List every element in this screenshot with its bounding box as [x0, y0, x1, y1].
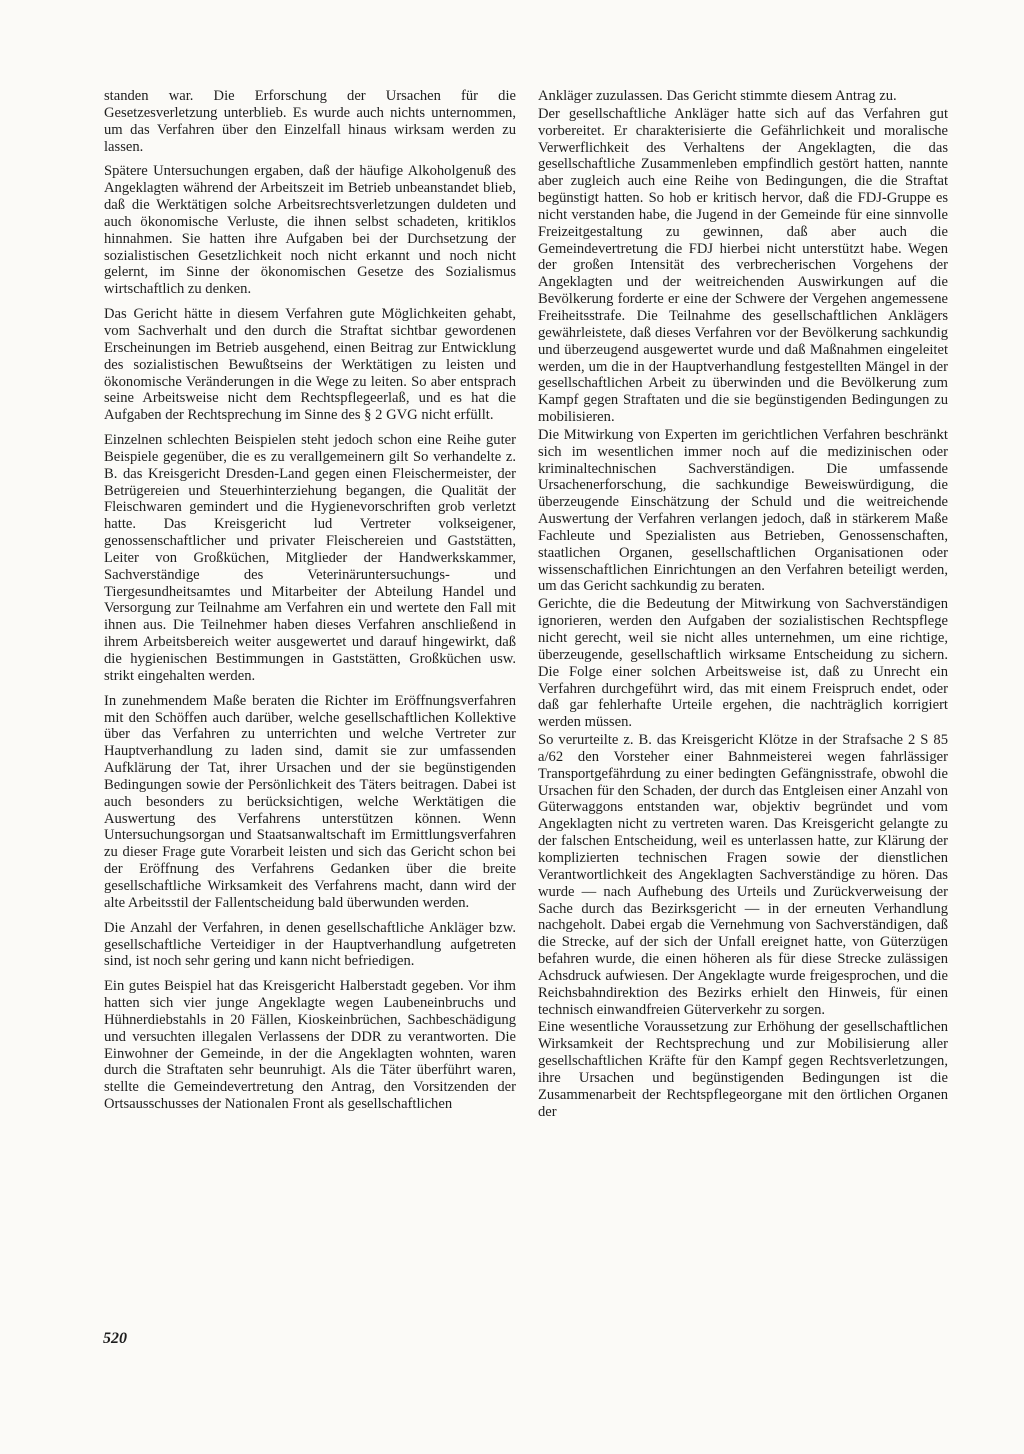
- paragraph: Die Mitwirkung von Experten im gerichtlichen Verfahren beschränkt sich im wesentlichen immer noch auf die medizinischen oder kriminaltechnischen Sachverständigen. Die umfassende Ursachenerforschung, die sachkundige Beweiswürdigung, die überzeugende Einschätzung der Schuld und die weitreichende Auswertung der Verfahren verlangen jedoch, daß in stärkerem Maße Fachleute und Spezialisten aus Betrieben, Genossenschaften, staatlichen Organen, gesellschaftlichen Organisationen oder wissenschaftlichen Einrichtungen an den Verfahren beteiligt werden, um das Gericht sachkundig zu beraten.: [538, 426, 948, 595]
- paragraph: Ankläger zuzulassen. Das Gericht stimmte diesem Antrag zu.: [538, 88, 897, 104]
- paragraph: So verurteilte z. B. das Kreisgericht Klötze in der Strafsache 2 S 85 a/62 den Vorsteher einer Bahnmeisterei wegen fahrlässiger Transportgefährdung zu einer bedingten Gefängnisstrafe, obwohl die Ursachen für den Schaden, der durch das Entgleisen einer Anzahl von Güterwaggons entstanden war, objektiv begründet und vom Angeklagten nicht zu vertreten waren. Das Kreisgericht gelangte zu der falschen Entscheidung, weil es unterlassen hatte, zur Klärung der komplizierten technischen Fragen sowie der dienstlichen Verantwortlichkeit des Angeklagten Sachverständige zu hören. Das wurde — nach Aufhebung des Urteils und Zurückverweisung der Sache durch das Bezirksgericht — in der erneuten Verhandlung nachgeholt. Dabei ergab die Vernehmung von Sachverständigen, daß die Strecke, auf der sich der Unfall ereignet hatte, von Güterzügen befahren wurde, die einen höheren als für diese Strecke zulässigen Achsdruck aufwiesen. Der Angeklagte wurde freigesprochen, und die Reichsbahndirektion des Bezirks erhielt den Hinweis, für einen technisch einwandfreien Güterverkehr zu sorgen.: [538, 732, 948, 1018]
- paragraph: Ein gutes Beispiel hat das Kreisgericht Halberstadt gegeben. Vor ihm hatten sich vier junge Angeklagte wegen Laubeneinbruchs und Hühnerdiebstahls in 20 Fällen, Kioskeinbrüchen, Sachbeschädigung und versuchten illegalen Verlassens der DDR zu verantworten. Die Einwohner der Gemeinde, in der die Angeklagten wohnten, waren durch die Straftaten sehr beunruhigt. Als die Täter überführt waren, stellte die Gemeindevertretung den Antrag, den Vorsitzenden der Ortsausschusses der Nationalen Front als gesellschaftlichen: [104, 978, 516, 1113]
- paragraph: Gerichte, die die Bedeutung der Mitwirkung von Sachverständigen ignorieren, werden den Aufgaben der sozialistischen Rechtspflege nicht gerecht, weil sie nicht alles unternehmen, um eine richtige, überzeugende, gesellschaftlich wirksame Entscheidung zu sichern. Die Folge einer solchen Arbeitsweise ist, daß zu Unrecht ein Verfahren durchgeführt wird, das mit einem Freispruch endet, oder daß gar fehlerhafte Urteile ergehen, die nachträglich korrigiert werden müssen.: [538, 596, 948, 731]
- paragraph: Einzelnen schlechten Beispielen steht jedoch schon eine Reihe guter Beispiele gegenüber, die es zu verallgemeinern gilt So verhandelte z. B. das Kreisgericht Dresden-Land gegen einen Fleischermeister, der Betrügereien und Steuerhinterziehung begangen, die Qualität der Fleischwaren gemindert und die Hygienevorschriften grob verletzt hatte. Das Kreisgericht lud Vertreter volkseigener, genossenschaftlicher und privater Fleischereien und Gaststätten, Leiter von Großküchen, Mitglieder der Handwerkskammer, Sachverständige des Veterinäruntersuchungs- und Tiergesundheitsamtes und Mitarbeiter der Abteilung Handel und Versorgung zur Teilnahme am Verfahren ein und wertete den Fall mit ihnen aus. Die Teilnehmer haben dieses Verfahren anschließend in ihrem Arbeitsbereich weiter ausgewertet und darauf hingewirkt, daß die hygienischen Bestimmungen in Gaststätten, Großküchen usw. strikt eingehalten werden.: [104, 432, 516, 684]
- paragraph: In zunehmendem Maße beraten die Richter im Eröffnungsverfahren mit den Schöffen auch darüber, welche gesellschaftlichen Kollektive über das Verfahren zu unterrichten und welche Vertreter zur Hauptverhandlung zu laden sind, damit sie zur umfassenden Aufklärung der Tat, ihrer Ursachen und der sie begünstigenden Bedingungen sowie der Persönlichkeit des Täters beitragen. Dabei ist auch besonders zu berücksichtigen, welche Werktätigen die Auswertung des Verfahrens unterstützen können. Wenn Untersuchungsorgan und Staatsanwaltschaft im Ermittlungsverfahren zu dieser Frage gute Vorarbeit leisten und sich das Gericht schon bei der Eröffnung des Verfahrens Gedanken über die breite gesellschaftliche Wirksamkeit des Verfahrens macht, dann wird der alte Arbeitsstil der Fallentscheidung bald überwunden werden.: [104, 692, 516, 911]
- paragraph: Spätere Untersuchungen ergaben, daß der häufige Alkoholgenuß des Angeklagten während der Arbeitszeit im Betrieb unbeanstandet blieb, daß die Werktätigen solche Arbeitsrechtsverletzungen duldeten und auch ökonomische Verluste, die ihnen selbst schadeten, kritiklos hinnahmen. Sie hatten ihre Aufgaben bei der Durchsetzung der sozialistischen Gesetzlichkeit noch nicht erkannt und noch nicht gelernt, im Sinne der ökonomischen Gesetze des Sozialismus wirtschaftlich zu denken.: [104, 163, 516, 298]
- left-column: [104, 88, 516, 1121]
- paragraph: Der gesellschaftliche Ankläger hatte sich auf das Verfahren gut vorbereitet. Er charakterisierte die Gefährlichkeit und moralische Verwerflichkeit des Verhaltens der Angeklagten, die das gesellschaftliche Zusammenleben empfindlich gestört hatten, nannte aber zugleich auch eine Reihe von Bedingungen, die die Straftat begünstigt hatten. So hob er kritisch hervor, daß die FDJ-Gruppe es nicht verstanden habe, die Jugend in der Gemeinde für eine sinnvolle Freizeitgestaltung zu gewinnen, daß aber auch die Gemeindevertretung die FDJ hierbei nicht unterstützt habe. Wegen der großen Intensität des verbrecherischen Vorgehens der Angeklagten und der weitreichenden Auswirkungen auf die Bevölkerung forderte er eine der Schwere der Vergehen angemessene Freiheitsstrafe. Die Teilnahme des gesellschaftlichen Anklägers gewährleistete, daß dieses Verfahren vor der Bevölkerung sachkundig und überzeugend ausgewertet wurde und daß Maßnahmen eingeleitet werden, um die in der Hauptverhandlung festgestellten Mängel in der gesellschaftlichen Arbeit zu überwinden und die Bevölkerung zum Kampf gegen Straftaten und die sie begünstigenden Bedingungen zu mobilisieren.: [538, 105, 948, 426]
- paragraph: Das Gericht hätte in diesem Verfahren gute Möglichkeiten gehabt, vom Sachverhalt und den durch die Straftat sichtbar gewordenen Erscheinungen im Betrieb ausgehend, einen Beitrag zur Entwicklung des sozialistischen Bewußtseins der Werktätigen zu leisten und ökonomische Veränderungen in die Wege zu leiten. So aber entsprach seine Arbeitsweise nicht dem Rechtspflegeerlaß, und es hat die Aufgaben der Rechtsprechung im Sinne des § 2 GVG nicht erfüllt.: [104, 306, 516, 424]
- paragraph: standen war. Die Erforschung der Ursachen für die Gesetzesverletzung unterblieb. Es wurde auch nichts unternommen, um das Verfahren über den Einzelfall hinaus wirksam werden zu lassen.: [104, 88, 516, 155]
- page-number: 520: [103, 1330, 127, 1347]
- right-column: [538, 88, 948, 1121]
- paragraph: Die Anzahl der Verfahren, in denen gesellschaftliche Ankläger bzw. gesellschaftliche Verteidiger in der Hauptverhandlung aufgetreten sind, ist noch sehr gering und kann nicht befriedigen.: [104, 919, 516, 970]
- paragraph: Eine wesentliche Voraussetzung zur Erhöhung der gesellschaftlichen Wirksamkeit der Rechtsprechung und zur Mobilisierung aller gesellschaftlichen Kräfte für den Kampf gegen Rechtsverletzungen, ihre Ursachen und begünstigenden Bedingungen ist die Zusammenarbeit der Rechtspflegeorgane mit den örtlichen Organen der: [538, 1019, 948, 1120]
